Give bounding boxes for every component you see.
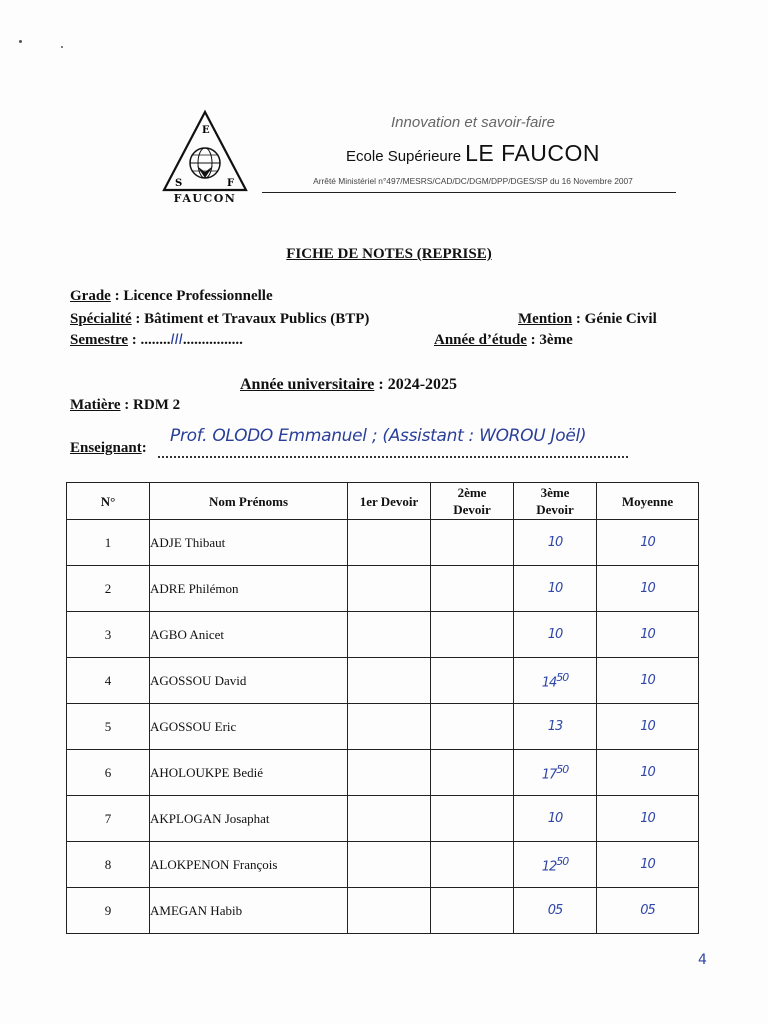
grade-devoir-3-value: 13	[547, 719, 563, 734]
student-name-value: AHOLOUKPE Bedié	[150, 764, 264, 780]
header-name: Nom Prénoms	[150, 483, 348, 520]
paper-speck	[19, 40, 22, 43]
row-number-value: 1	[104, 534, 112, 550]
row-number-value: 4	[104, 672, 112, 688]
header-devoir-3-line1: 3ème	[540, 485, 570, 500]
student-name	[150, 796, 348, 842]
grade-moyenne	[597, 704, 699, 750]
row-number	[67, 658, 150, 704]
grade-devoir-3	[514, 842, 597, 888]
grade-devoir-3	[514, 750, 597, 796]
student-name-value: AKPLOGAN Josaphat	[150, 810, 270, 826]
school-brand: LE FAUCON	[465, 140, 600, 166]
grade-moyenne-value: 10	[640, 581, 655, 596]
grade-devoir-3	[514, 566, 597, 612]
grade-value: Licence Professionnelle	[123, 288, 273, 304]
row-number	[67, 704, 150, 750]
row-number-value: 5	[104, 718, 112, 734]
grade-devoir-3-decimal: 50	[556, 854, 569, 868]
school-prefix: Ecole Supérieure	[346, 148, 462, 165]
grade-devoir-3-value: 05	[547, 903, 563, 918]
annee-etude-line: Année d’étude : 3ème	[434, 332, 573, 348]
grade-label: Grade	[70, 288, 111, 304]
grade-devoir-3	[514, 704, 597, 750]
header-devoir-3	[514, 483, 597, 520]
grade-devoir-3-value: 14	[541, 675, 557, 691]
table-row	[67, 888, 699, 934]
grade-devoir-2	[431, 520, 514, 566]
header-devoir-2-line2: Devoir	[453, 502, 491, 517]
grade-devoir-2	[431, 842, 514, 888]
grade-moyenne-value: 10	[640, 535, 655, 550]
grade-devoir-1	[348, 520, 431, 566]
grade-devoir-1	[348, 612, 431, 658]
enseignant-value: Prof. OLODO Emmanuel ; (Assistant : WOROU Joël)	[170, 426, 587, 446]
grade-moyenne-value: 10	[640, 811, 655, 826]
table-row	[67, 704, 699, 750]
grade-devoir-3-decimal: 50	[556, 670, 569, 684]
grades-table	[66, 482, 699, 934]
annee-etude-value: 3ème	[539, 332, 573, 348]
matiere-label: Matière	[70, 397, 121, 413]
matiere-line: Matière : RDM 2	[70, 397, 181, 413]
enseignant-label: Enseignant	[70, 440, 142, 456]
grade-moyenne-value: 05	[640, 903, 655, 918]
grade-devoir-1	[348, 842, 431, 888]
school-slogan: Innovation et savoir-faire	[391, 114, 555, 131]
row-number	[67, 842, 150, 888]
grade-line: Grade : Licence Professionnelle	[70, 288, 273, 304]
table-row	[67, 842, 699, 888]
school-name	[268, 140, 678, 167]
grade-moyenne-value: 10	[640, 857, 655, 872]
grade-devoir-3-decimal: 50	[556, 762, 569, 776]
row-number	[67, 520, 150, 566]
annee-univ-line: Année universitaire : 2024-2025	[240, 376, 458, 393]
row-number	[67, 750, 150, 796]
row-number	[67, 612, 150, 658]
logo-wordmark: FAUCON	[173, 192, 237, 205]
row-number-value: 6	[104, 764, 112, 780]
row-number	[67, 888, 150, 934]
grade-devoir-2	[431, 750, 514, 796]
grade-devoir-3	[514, 796, 597, 842]
table-row	[67, 612, 699, 658]
row-number-value: 8	[104, 856, 112, 872]
student-name	[150, 888, 348, 934]
grade-devoir-3-value: 12	[541, 859, 557, 875]
enseignant-line: Enseignant:	[70, 440, 147, 456]
annee-etude-label: Année d’étude	[434, 332, 527, 348]
grade-moyenne-value: 10	[640, 765, 655, 780]
grade-devoir-3-value: 10	[547, 535, 563, 550]
grade-moyenne	[597, 658, 699, 704]
grade-moyenne	[597, 520, 699, 566]
mention-label: Mention	[518, 311, 573, 327]
student-name-value: ADRE Philémon	[150, 580, 239, 596]
student-name-value: AGBO Anicet	[150, 626, 225, 642]
student-name	[150, 704, 348, 750]
document-title: FICHE DE NOTES (REPRISE)	[286, 246, 492, 262]
header-devoir-3-line2: Devoir	[536, 502, 574, 517]
grade-devoir-2	[431, 566, 514, 612]
grade-devoir-1	[348, 658, 431, 704]
table-row	[67, 796, 699, 842]
grade-moyenne-value: 10	[640, 719, 655, 734]
header-num: N°	[67, 483, 150, 520]
grade-devoir-3	[514, 888, 597, 934]
grade-devoir-3-value: 10	[547, 627, 563, 642]
student-name	[150, 842, 348, 888]
student-name	[150, 520, 348, 566]
annee-univ-value: 2024-2025	[387, 376, 458, 393]
grade-moyenne-value: 10	[640, 673, 655, 688]
semestre-value: III	[170, 332, 183, 348]
grade-moyenne	[597, 750, 699, 796]
header-devoir-2	[431, 483, 514, 520]
enseignant-dotted-rule	[158, 456, 628, 458]
row-number-value: 9	[104, 902, 112, 918]
student-name-value: AMEGAN Habib	[150, 902, 243, 918]
semestre-label: Semestre	[70, 332, 129, 348]
grade-devoir-1	[348, 704, 431, 750]
row-number	[67, 566, 150, 612]
grade-moyenne	[597, 796, 699, 842]
student-name	[150, 612, 348, 658]
header-devoir-1: 1er Devoir	[348, 483, 431, 520]
row-number	[67, 796, 150, 842]
grade-devoir-1	[348, 888, 431, 934]
student-name-value: ALOKPENON François	[150, 856, 278, 872]
student-name	[150, 750, 348, 796]
mention-line: Mention : Génie Civil	[518, 311, 657, 327]
table-row	[67, 750, 699, 796]
specialite-value: Bâtiment et Travaux Publics (BTP)	[144, 311, 370, 327]
student-name	[150, 566, 348, 612]
header-divider	[262, 192, 676, 193]
grade-devoir-2	[431, 888, 514, 934]
grade-devoir-3-value: 10	[547, 811, 563, 826]
grade-devoir-2	[431, 612, 514, 658]
grade-devoir-1	[348, 750, 431, 796]
row-number-value: 7	[104, 810, 112, 826]
grade-devoir-2	[431, 704, 514, 750]
grade-moyenne	[597, 566, 699, 612]
grade-devoir-1	[348, 796, 431, 842]
table-row	[67, 566, 699, 612]
grade-moyenne	[597, 888, 699, 934]
grade-devoir-3	[514, 658, 597, 704]
grade-devoir-3-value: 10	[547, 581, 563, 596]
specialite-label: Spécialité	[70, 311, 132, 327]
header-devoir-2-line1: 2ème	[457, 485, 487, 500]
student-name-value: AGOSSOU David	[150, 672, 247, 688]
table-row	[67, 520, 699, 566]
grade-devoir-3-value: 17	[541, 767, 557, 783]
logo-letter-e: E	[202, 125, 210, 136]
logo-letter-f: F	[227, 178, 235, 189]
grade-moyenne	[597, 612, 699, 658]
paper-speck	[61, 46, 63, 48]
row-number-value: 3	[104, 626, 112, 642]
grade-devoir-3	[514, 520, 597, 566]
student-name-value: ADJE Thibaut	[150, 534, 226, 550]
grade-devoir-2	[431, 658, 514, 704]
table-row	[67, 658, 699, 704]
grade-devoir-2	[431, 796, 514, 842]
grade-moyenne-value: 10	[640, 627, 655, 642]
grade-moyenne	[597, 842, 699, 888]
mention-value: Génie Civil	[584, 311, 657, 327]
corner-mark: 4	[698, 952, 707, 968]
grade-devoir-3	[514, 612, 597, 658]
student-name	[150, 658, 348, 704]
header-moyenne: Moyenne	[597, 483, 699, 520]
logo-letter-s: S	[175, 178, 183, 189]
table-header-row	[67, 483, 699, 520]
specialite-line: Spécialité : Bâtiment et Travaux Publics (BTP)	[70, 311, 370, 327]
semestre-line: Semestre : ........III................	[70, 332, 243, 348]
grade-devoir-1	[348, 566, 431, 612]
annee-univ-label: Année universitaire	[240, 376, 375, 393]
row-number-value: 2	[104, 580, 112, 596]
student-name-value: AGOSSOU Eric	[150, 718, 237, 734]
ministerial-decree: Arrêté Ministériel n°497/MESRS/CAD/DC/DGM/DPP/DGES/SP du 16 Novembre 2007	[313, 176, 633, 186]
matiere-value: RDM 2	[133, 397, 181, 413]
